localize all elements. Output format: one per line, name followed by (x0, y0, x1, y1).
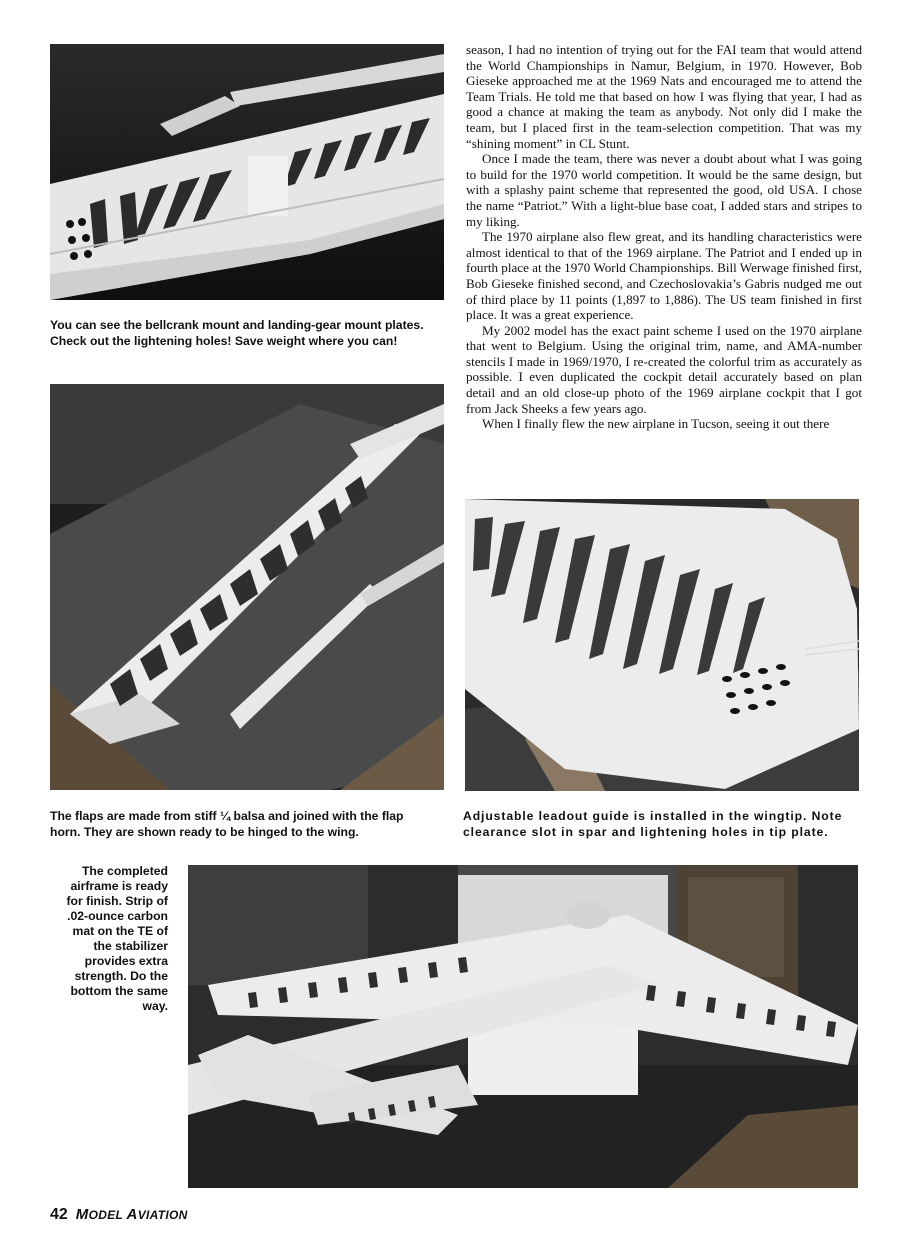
flaps-image (50, 384, 444, 790)
wing-center-image (50, 44, 444, 300)
airframe-caption-line-3: for finish. Strip of (66, 894, 168, 908)
airframe-photo (188, 865, 858, 1188)
airframe-caption-line-1: The completed (81, 864, 168, 878)
flaps-caption-line-1: The flaps are made from stiff ¼ balsa and joined with the flap (50, 809, 404, 823)
wing-center-caption-line-2: Check out the lightening holes! Save weight where you can! (50, 334, 398, 348)
magazine-title (76, 1206, 188, 1223)
body-paragraph-5: When I finally flew the new airplane in Tucson, seeing it out there (482, 416, 830, 432)
wing-center-photo (50, 44, 444, 300)
flaps-caption-line-2: horn. They are shown ready to be hinged to the wing. (50, 825, 359, 839)
body-paragraph-3: The 1970 airplane also flew great, and its handling characteristics were almost identical to that of the 1969 airplane. The Patriot and I ended up in fourth place at the 1970 World Championships. Bill Werwage finished first, Bob Gieseke finished second, and Czechoslovakia’s Gabris nudged me out of third place by 11 points (1,897 to 1,886). The US team finished in first place. It was a great experience. (466, 229, 862, 323)
flaps-caption (50, 808, 450, 840)
wingtip-caption (463, 808, 903, 840)
wingtip-photo (465, 499, 859, 791)
wing-center-caption (50, 317, 450, 349)
magazine-title-a: A (126, 1206, 138, 1223)
magazine-title-odel: ODEL (88, 1208, 127, 1222)
airframe-caption-line-7: provides extra (84, 954, 168, 968)
airframe-caption-line-4: .02-ounce carbon (67, 909, 168, 923)
airframe-caption-line-8: strength. Do the (74, 969, 168, 983)
body-paragraph-2: Once I made the team, there was never a doubt about what I was going to build for the 1970 world competition. It would be the same design, but with a splashy paint scheme that represented the good, old USA. I chose the name “Patriot.” With a light-blue base coat, I added stars and stripes to my liking. (466, 151, 862, 229)
airframe-caption-line-9: bottom the same (70, 984, 168, 998)
page-number: 42 (50, 1206, 68, 1223)
article-body (466, 42, 862, 432)
wingtip-caption-line-2: clearance slot in spar and lightening holes in tip plate. (463, 825, 829, 839)
body-paragraph-1: season, I had no intention of trying out for the FAI team that would attend the World Championships in Namur, Belgium, in 1970. However, Bob Gieseke approached me at the 1969 Nats and encouraged me to attend the Team Trials. He told me that based on how I was flying that year, I had as good a chance at making the team as anybody. Not only did I make the team, but I placed first in the team-selection competition. That was my “shining moment” in CL Stunt. (466, 42, 862, 151)
body-paragraph-4: My 2002 model has the exact paint scheme I used on the 1970 airplane that went to Belgium. Using the original trim, name, and AMA-number stencils I made in 1969/1970, I re-created the colorful trim as accurately as possible. I even duplicated the cockpit detail accurately based on plan detail and an old close-up photo of the 1969 airplane cockpit that I got from Jack Sheeks a few years ago. (466, 322, 862, 416)
airframe-caption-line-10: way. (142, 999, 168, 1013)
airframe-caption-line-2: airframe is ready (70, 879, 168, 893)
magazine-title-m: M (75, 1206, 89, 1223)
airframe-caption (40, 864, 168, 1014)
wingtip-caption-line-1: Adjustable leadout guide is installed in the wingtip. Note (463, 809, 843, 823)
airframe-caption-line-5: mat on the TE of (72, 924, 168, 938)
magazine-title-viation: VIATION (137, 1208, 188, 1222)
wingtip-image (465, 499, 859, 791)
flaps-photo (50, 384, 444, 790)
airframe-image (188, 865, 858, 1188)
airframe-caption-line-6: the stabilizer (93, 939, 168, 953)
wing-center-caption-line-1: You can see the bellcrank mount and landing-gear mount plates. (50, 318, 424, 332)
page-footer (50, 1206, 188, 1224)
